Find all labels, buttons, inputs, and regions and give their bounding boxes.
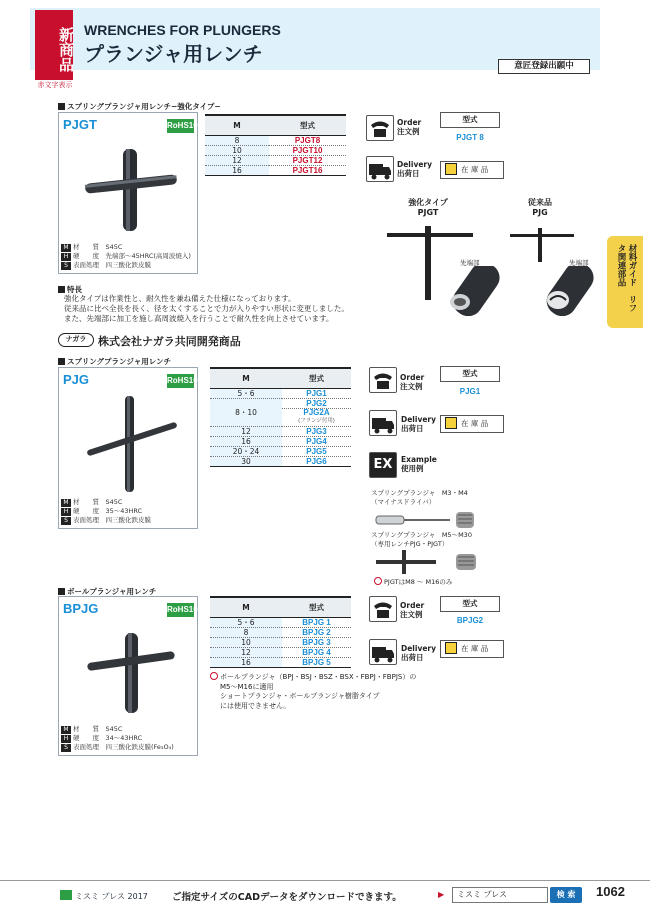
example-note: PJGTはM8 〜 M16のみ (374, 577, 452, 586)
pjg-tip-closeup (540, 266, 602, 316)
model-label: PJG (63, 372, 90, 387)
spec-list: M 材 質 S45C H 硬 度 先端部〜45HRC(高周波焼入) S 表面処理 四三酸化鉄皮膜 (61, 243, 197, 270)
order-example: PJG1 (459, 387, 481, 396)
order-example: BPJG2 (456, 616, 484, 625)
product-photo-bpjg (58, 596, 198, 756)
order-label: Order 注文例 (397, 118, 422, 136)
section-heading-pjg: スプリングプランジャ用レンチ (58, 356, 171, 367)
truck-icon (369, 410, 397, 436)
tip-label-left: 先端部 (460, 259, 480, 267)
pjg-line-drawing (508, 224, 578, 264)
model-label: BPJG (63, 601, 99, 616)
stock-cube-icon (445, 642, 457, 654)
page-number: 1062 (596, 884, 625, 899)
nagara-text: 株式会社ナガラ共同開発商品 (98, 335, 241, 348)
arrow-icon: ▶ (438, 890, 445, 899)
footer-brand: ミスミ プレス 2017 (60, 890, 148, 902)
stock-badge: 在 庫 品 (440, 161, 504, 179)
table-row: 16 PJGT16 (205, 165, 346, 175)
table-row: 8・10 PJG2 (210, 398, 351, 408)
compare-right-title: 従来品 PJG (528, 198, 552, 217)
search-input[interactable]: ミスミ プレス (452, 887, 548, 903)
order-header: 型式 (440, 366, 500, 382)
spec-table-bpjg: M 型式 5・6 BPJG 1 8 BPJG 2 10 BPJG 3 12 BPJG 4 16 BPJG 5 (210, 596, 351, 668)
features-text: 強化タイプは作業性と、耐久性を兼ね備えた仕様になっております。 従来品に比べ全長を長く、径を太くすることで力が入りやすい形状に変更しました。 また、先端部に加工を施し高周波焼入を行うことで耐久性を向上させています。 (64, 294, 349, 323)
section-heading-bpjg: ボールプランジャ用レンチ (58, 586, 156, 597)
compare-left-title: 強化タイプ PJGT (408, 198, 448, 217)
order-example: PJGT 8 (456, 133, 484, 142)
nagara-logo: ナガラ (58, 333, 94, 347)
order-header: 型式 (440, 112, 500, 128)
footer-divider (0, 880, 650, 881)
delivery-label: Delivery 出荷日 (401, 644, 437, 662)
phone-icon (369, 367, 397, 393)
truck-icon (366, 156, 394, 182)
tip-label-right: 先端部 (569, 259, 589, 267)
rohs-badge: RoHS10 (167, 603, 194, 617)
spec-list: M 材 質 S45C H 硬 度 35〜43HRC S 表面処理 四三酸化鉄皮膜 (61, 498, 197, 525)
plunger-wrench-image (374, 550, 484, 574)
table-row: 8 BPJG 2 (210, 627, 351, 637)
spec-table-pjgt: M 型式 8 PJGT8 10 PJGT10 12 PJGT12 16 PJGT16 (205, 114, 346, 176)
search-button[interactable]: 検 索 (550, 887, 582, 903)
table-row: 10 BPJG 3 (210, 637, 351, 647)
truck-icon (369, 639, 397, 665)
new-product-badge: 新商品 (35, 10, 73, 80)
phone-icon (369, 596, 397, 622)
example-label: Example 使用例 (401, 455, 437, 473)
product-photo-pjgt (58, 112, 198, 274)
pjgt-tip-closeup (446, 266, 504, 316)
stock-cube-icon (445, 417, 457, 429)
side-index-tab[interactable]: 材料ガイド リフタ関連部品 (607, 236, 643, 328)
stock-badge: 在 庫 品 (440, 415, 504, 433)
table-row: 12 PJG3 (210, 426, 351, 436)
spec-list: M 材 質 S45C H 硬 度 34〜43HRC S 表面処理 四三酸化鉄皮膜(Fe₃O₄) (61, 725, 197, 752)
screwdriver-image (374, 510, 484, 530)
table-row: 8 PJGT8 (205, 135, 346, 145)
example-line-1: スプリングプランジャ M3・M4 （マイナスドライバ） (371, 489, 468, 506)
order-header: 型式 (440, 596, 500, 612)
registration-badge: 意匠登録出願中 (498, 59, 590, 74)
order-label: Order 注文例 (400, 601, 425, 619)
delivery-label: Delivery 出荷日 (401, 415, 437, 433)
table-row: 16 BPJG 5 (210, 657, 351, 667)
footer-cad-text: ご指定サイズのCADデータをダウンロードできます。 (172, 892, 402, 903)
stock-badge: 在 庫 品 (440, 640, 504, 658)
wrench-image-pjg (77, 392, 187, 492)
stock-cube-icon (445, 163, 457, 175)
section-heading-pjgt: スプリングプランジャ用レンチ−強化タイプ− (58, 101, 221, 112)
new-product-note: 赤文字表示 (37, 81, 73, 89)
table-row: 12 PJGT12 (205, 155, 346, 165)
caution-icon (210, 672, 218, 680)
rohs-badge: RoHS10 (167, 374, 194, 388)
delivery-label: Delivery 出荷日 (397, 160, 433, 178)
page-title: プランジャ用レンチ (84, 42, 263, 66)
order-label: Order 注文例 (400, 373, 425, 391)
rohs-badge: RoHS10 (167, 119, 194, 133)
example-icon: EX (369, 452, 397, 478)
table-row: 12 BPJG 4 (210, 647, 351, 657)
title-english: WRENCHES FOR PLUNGERS (84, 22, 281, 38)
table-row: 5・6 PJG1 (210, 388, 351, 398)
model-label: PJGT (63, 117, 97, 132)
features-heading: 特長 (58, 284, 82, 295)
table-row: 5・6 BPJG 1 (210, 617, 351, 627)
spec-table-pjg: M 型式 5・6 PJG1 8・10 PJG2 PJG2A (フランジ付用) 12 PJG3 16 PJG4 20・24 PJG5 30 PJG6 (210, 367, 351, 467)
table-row: PJG2A (フランジ付用) (210, 408, 351, 426)
table-row: 30 PJG6 (210, 456, 351, 466)
table-row: 16 PJG4 (210, 436, 351, 446)
table-row: 20・24 PJG5 (210, 446, 351, 456)
misumi-logo-icon (60, 890, 72, 900)
bpjg-note: ボールプランジャ（BPJ・BSJ・BSZ・BSX・FBPJ・FBPJS）の M5〜M16に適用 ショートプランジャ・ボールプランジャ樹脂タイプ には使用できません。 (210, 672, 430, 711)
wrench-image-bpjg (77, 629, 187, 719)
example-line-2: スプリングプランジャ M5〜M30 （専用レンチPJG・PJGT） (371, 531, 472, 548)
wrench-image-pjgt (77, 141, 187, 241)
table-row: 10 PJGT10 (205, 145, 346, 155)
phone-icon (366, 115, 394, 141)
product-photo-pjg (58, 367, 198, 529)
